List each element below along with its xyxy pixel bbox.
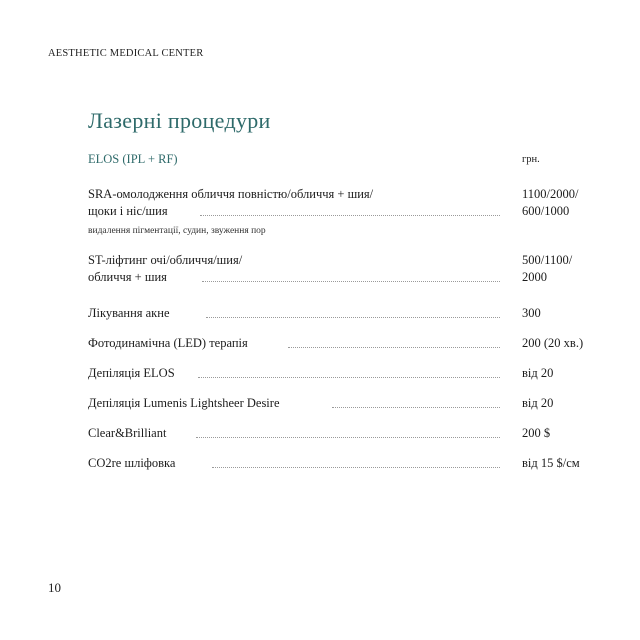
item-name-line1: SRA-омолодження обличчя повністю/обличчя + шия/ bbox=[88, 187, 374, 201]
item-name bbox=[88, 425, 500, 442]
item-price: від 20 bbox=[522, 366, 554, 380]
price-row bbox=[88, 305, 598, 335]
item-name-line1: Фотодинамічна (LED) терапія bbox=[88, 336, 254, 350]
page-number: 10 bbox=[48, 580, 61, 595]
price-row bbox=[88, 425, 598, 455]
item-price: 200 (20 хв.) bbox=[522, 336, 584, 350]
item-price: 300 bbox=[522, 306, 541, 320]
dot-leader bbox=[196, 437, 500, 438]
item-name bbox=[88, 305, 500, 322]
dot-leader bbox=[332, 407, 500, 408]
item-price bbox=[522, 252, 602, 286]
item-name bbox=[88, 335, 500, 352]
price-row bbox=[88, 252, 598, 296]
dot-leader bbox=[200, 215, 500, 216]
page-title: Лазерні процедури bbox=[88, 108, 271, 133]
section-subtitle: ELOS (IPL + RF) bbox=[88, 152, 178, 166]
item-price-line2: 600/1000 bbox=[522, 204, 570, 218]
price-row bbox=[88, 186, 598, 244]
item-price: 200 $ bbox=[522, 426, 551, 440]
item-price bbox=[522, 186, 602, 220]
item-name-line1: Clear&Brilliant bbox=[88, 426, 172, 440]
item-price-line2: 2000 bbox=[522, 270, 547, 284]
item-name-line1: Лікування акне bbox=[88, 306, 176, 320]
price-row bbox=[88, 455, 598, 485]
item-price-line1: 500/1100/ bbox=[522, 253, 573, 267]
item-name-line1: ST-ліфтинг очі/обличчя/шия/ bbox=[88, 253, 243, 267]
item-name-line2: обличчя + шия bbox=[88, 270, 173, 284]
item-name bbox=[88, 455, 500, 472]
item-name bbox=[88, 252, 500, 286]
price-row bbox=[88, 395, 598, 425]
item-price: від 15 $/см bbox=[522, 456, 580, 470]
item-name bbox=[88, 395, 500, 412]
price-row bbox=[88, 335, 598, 365]
item-name bbox=[88, 186, 500, 220]
currency-label: грн. bbox=[522, 154, 540, 165]
dot-leader bbox=[288, 347, 500, 348]
item-price-line1: 1100/2000/ bbox=[522, 187, 579, 201]
dot-leader bbox=[212, 467, 500, 468]
item-name-line1: Депіляція ELOS bbox=[88, 366, 181, 380]
item-note: видалення пігментації, судин, звуження пор bbox=[88, 226, 266, 236]
item-name-line1: CO2re шліфовка bbox=[88, 456, 181, 470]
price-row bbox=[88, 365, 598, 395]
item-name-line2: щоки і ніс/шия bbox=[88, 204, 174, 218]
dot-leader bbox=[202, 281, 500, 282]
price-list bbox=[88, 186, 598, 485]
header-brand: AESTHETIC MEDICAL CENTER bbox=[48, 48, 204, 59]
item-name-line1: Депіляція Lumenis Lightsheer Desire bbox=[88, 396, 286, 410]
dot-leader bbox=[206, 317, 500, 318]
dot-leader bbox=[198, 377, 500, 378]
item-name bbox=[88, 365, 500, 382]
item-price: від 20 bbox=[522, 396, 554, 410]
